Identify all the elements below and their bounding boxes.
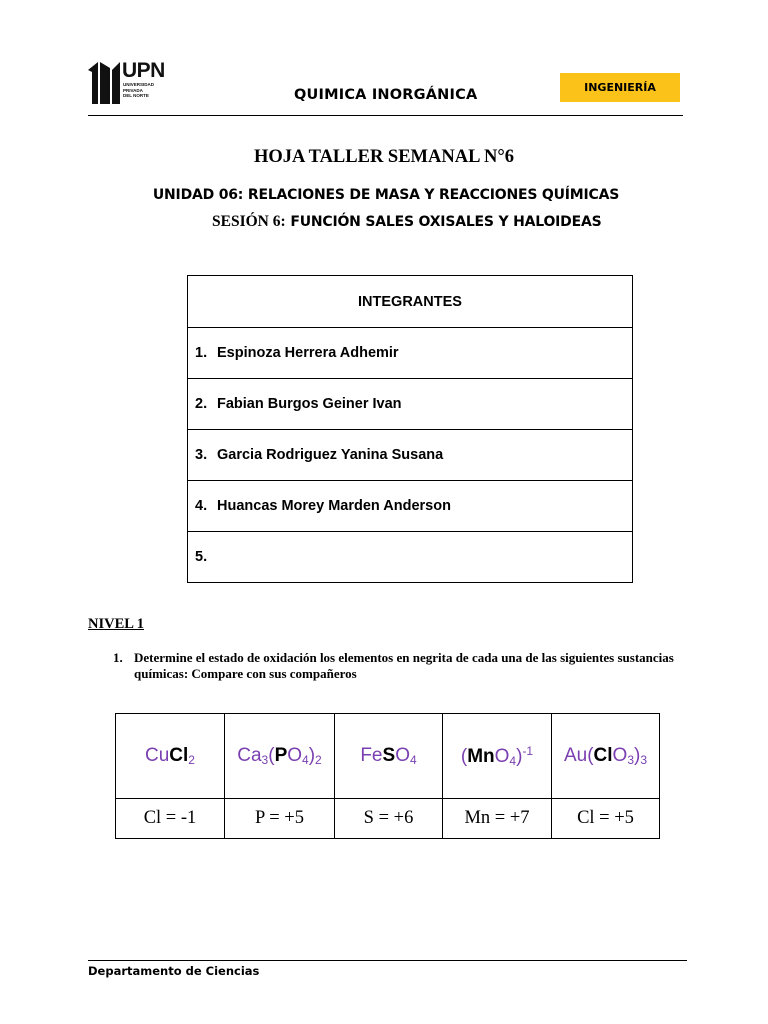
formula-part: O <box>612 745 628 766</box>
highlighted-element: Cl <box>169 745 189 766</box>
formula-part: ) <box>308 745 316 766</box>
formula <box>360 745 416 766</box>
answer-cell: P = +5 <box>225 799 335 839</box>
question-number: 1. <box>113 650 123 665</box>
formula-part: ) <box>634 745 641 766</box>
level-heading: NIVEL 1 <box>88 616 145 632</box>
question-text: Determine el estado de oxidación los elementos en negrita de cada una de las siguientes sustancias químicas: Compare con sus compañeros <box>134 650 674 681</box>
member-row: 5. <box>188 531 632 582</box>
formula <box>237 745 321 766</box>
member-name: Huancas Morey Marden Anderson <box>217 498 451 514</box>
member-row: 2. Fabian Burgos Geiner Ivan <box>188 378 632 429</box>
member-name: Fabian Burgos Geiner Ivan <box>217 396 402 412</box>
header-divider <box>88 115 683 116</box>
member-row: 3. Garcia Rodriguez Yanina Susana <box>188 429 632 480</box>
formula-part: 4 <box>302 753 309 767</box>
formula-part: O <box>494 746 510 767</box>
upn-logo <box>88 60 168 106</box>
answer-cell: S = +6 <box>335 799 443 839</box>
footer-divider <box>88 960 687 961</box>
logo-subtitle: UNIVERSIDAD PRIVADA DEL NORTE <box>123 82 155 98</box>
formula-part: ( <box>268 745 275 766</box>
area-badge: INGENIERÍA <box>560 73 680 102</box>
highlighted-element: Mn <box>467 746 495 767</box>
formula-part: 3 <box>640 753 648 767</box>
highlighted-element: Cl <box>593 745 613 766</box>
oxidation-table <box>115 713 660 839</box>
highlighted-element: S <box>382 745 396 766</box>
session-title <box>212 213 601 231</box>
formula-cell <box>443 714 552 799</box>
question-1 <box>115 650 675 682</box>
formula-cell <box>116 714 225 799</box>
formula-part: Ca <box>237 745 262 766</box>
formula-part: 4 <box>409 753 417 767</box>
formula-part: O <box>395 745 410 766</box>
formula-part: Cu <box>145 745 170 766</box>
sheet-title: HOJA TALLER SEMANAL N°6 <box>253 147 515 167</box>
formula <box>145 745 195 766</box>
formula <box>461 746 533 767</box>
formula-part: 2 <box>315 753 322 767</box>
formula-part: 2 <box>188 753 195 767</box>
members-table <box>187 275 633 583</box>
course-title: QUIMICA INORGÁNICA <box>294 87 478 103</box>
answer-cell: Cl = +5 <box>552 799 660 839</box>
formula-cell <box>552 714 660 799</box>
formula-part: 3 <box>261 753 269 767</box>
member-row: 1. Espinoza Herrera Adhemir <box>188 327 632 378</box>
logo-text: UPN <box>122 59 165 82</box>
unit-title: UNIDAD 06: RELACIONES DE MASA Y REACCIONES QUÍMICAS <box>152 187 620 203</box>
formula <box>564 745 647 766</box>
formula-part: 4 <box>509 754 517 768</box>
member-row: 4. Huancas Morey Marden Anderson <box>188 480 632 531</box>
member-name: Garcia Rodriguez Yanina Susana <box>217 447 444 463</box>
formula-part: -1 <box>522 744 534 758</box>
session-rest: FUNCIÓN SALES OXISALES Y HALOIDEAS <box>285 214 602 230</box>
highlighted-element: P <box>274 745 288 766</box>
footer-text: Departamento de Ciencias <box>88 964 260 978</box>
formula-cell <box>225 714 335 799</box>
answer-cell: Cl = -1 <box>116 799 225 839</box>
session-prefix: SESIÓN 6: <box>212 213 286 230</box>
formula-part: ( <box>460 746 468 767</box>
answer-cell: Mn = +7 <box>443 799 552 839</box>
member-name: Espinoza Herrera Adhemir <box>217 345 399 361</box>
upn-torch-icon <box>88 62 120 104</box>
formula-cell <box>335 714 443 799</box>
formula-part: Fe <box>360 745 383 766</box>
formula-part: 3 <box>627 753 635 767</box>
formula-part: ) <box>516 746 523 767</box>
formula-part: O <box>287 745 303 766</box>
members-header: INTEGRANTES <box>358 293 462 310</box>
formula-part: Au( <box>563 745 594 766</box>
